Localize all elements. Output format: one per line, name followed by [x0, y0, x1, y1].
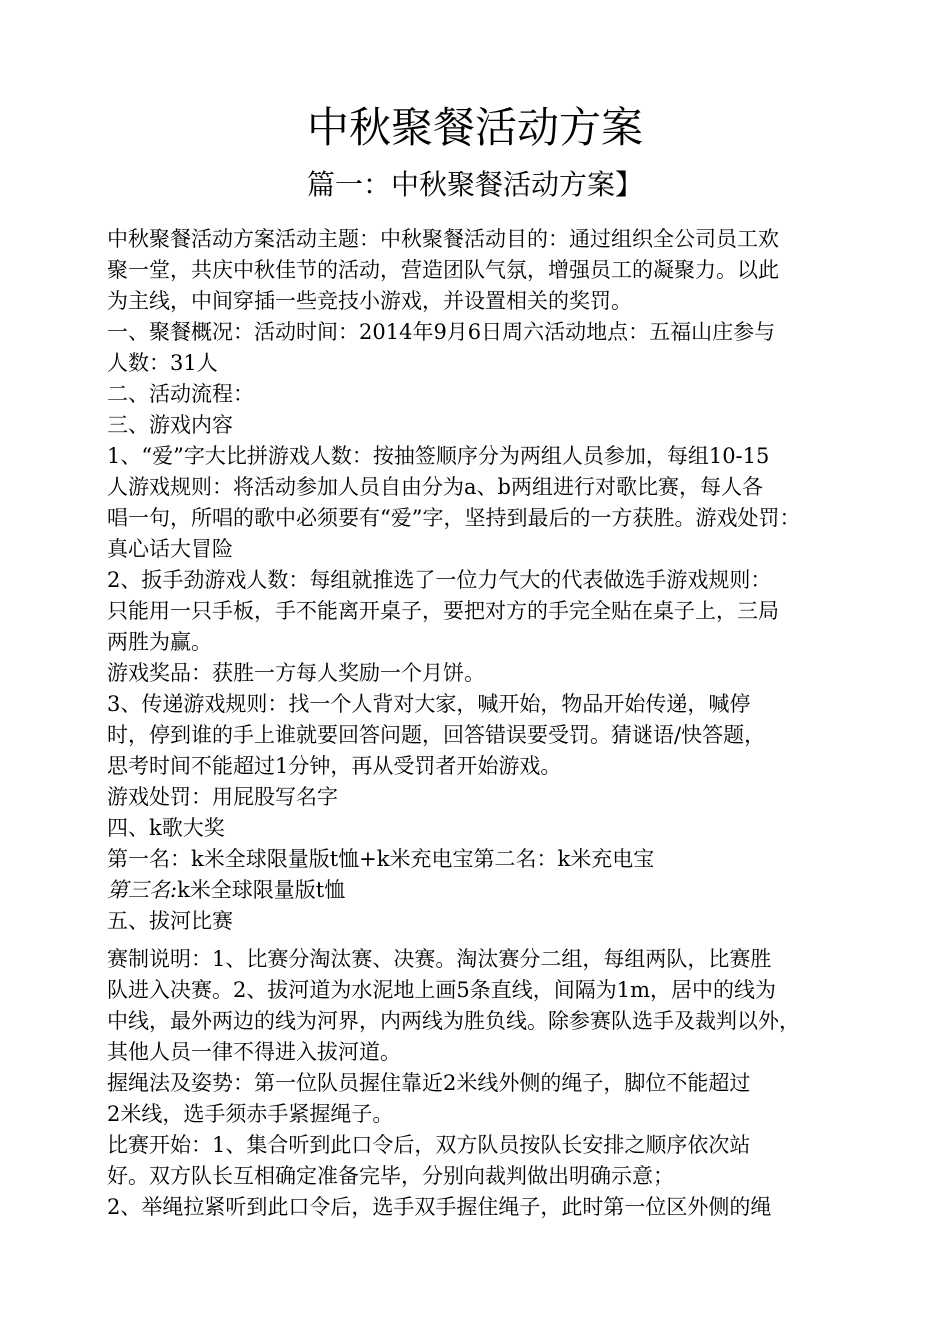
body-line: 二、活动流程：: [107, 382, 254, 406]
body-line: 中线，最外两边的线为河界，内两线为胜负线。除参赛队选手及裁判以外，: [107, 1009, 800, 1033]
body-line: 一、聚餐概况：活动时间：2014年9月6日周六活动地点：五福山庄参与: [107, 320, 776, 344]
body-line: 人游戏规则：将活动参加人员自由分为a、b两组进行对歌比赛，每人各: [107, 475, 763, 499]
third-prize-label: 第三名:: [107, 878, 178, 902]
body-line: 握绳法及姿势：第一位队员握住靠近2米线外侧的绳子，脚位不能超过: [107, 1071, 751, 1095]
body-line: 游戏处罚：用屁股写名字: [107, 785, 338, 809]
body-line: 赛制说明：1、比赛分淘汰赛、决赛。淘汰赛分二组，每组两队，比赛胜: [107, 947, 772, 971]
body-line: 时，停到谁的手上谁就要回答问题，回答错误要受罚。猜谜语/快答题，: [107, 723, 766, 747]
body-line: 为主线，中间穿插一些竞技小游戏，并设置相关的奖罚。: [107, 289, 632, 313]
third-prize-text: k米全球限量版t恤: [177, 878, 346, 902]
body-line: 中秋聚餐活动方案活动主题：中秋聚餐活动目的：通过组织全公司员工欢: [107, 227, 779, 251]
body-line: 队进入决赛。2、拔河道为水泥地上画5条直线，间隔为1m，居中的线为: [107, 978, 776, 1002]
body-line: 人数：31人: [107, 351, 218, 375]
body-line: 第一名：k米全球限量版t恤+k米充电宝第二名：k米充电宝: [107, 847, 655, 871]
body-line: 三、游戏内容: [107, 413, 233, 437]
body-line: 1、“爱”字大比拼游戏人数：按抽签顺序分为两组人员参加，每组10-15: [107, 444, 770, 468]
body-line: 3、传递游戏规则：找一个人背对大家，喊开始，物品开始传递，喊停: [107, 692, 751, 716]
body-line: 聚一堂，共庆中秋佳节的活动，营造团队气氛，增强员工的凝聚力。以此: [107, 258, 779, 282]
body-line: 五、拔河比赛: [107, 909, 233, 933]
body-line: 比赛开始：1、集合听到此口令后，双方队员按队长安排之顺序依次站: [107, 1133, 751, 1157]
body-line: 只能用一只手板，手不能离开桌子，要把对方的手完全贴在桌子上，三局: [107, 599, 779, 623]
body-line: 游戏奖品：获胜一方每人奖励一个月饼。: [107, 661, 485, 685]
body-line: 真心话大冒险: [107, 537, 233, 561]
document-title: 中秋聚餐活动方案: [306, 103, 643, 152]
body-line: 思考时间不能超过1分钟，再从受罚者开始游戏。: [107, 754, 562, 778]
body-line: 好。双方队长互相确定准备完毕，分别向裁判做出明确示意；: [107, 1164, 674, 1188]
body-line: 2米线，选手须赤手紧握绳子。: [107, 1102, 394, 1126]
document-subtitle: 篇一：中秋聚餐活动方案】: [306, 168, 643, 201]
body-line: 唱一句，所唱的歌中必须要有“爱”字，坚持到最后的一方获胜。游戏处罚：: [107, 506, 801, 530]
body-line: 2、举绳拉紧听到此口令后，选手双手握住绳子，此时第一位区外侧的绳: [107, 1195, 772, 1219]
body-line-third-prize: [107, 875, 907, 905]
body-line: 两胜为赢。: [107, 630, 212, 654]
body-line: 2、扳手劲游戏人数：每组就推选了一位力气大的代表做选手游戏规则：: [107, 568, 772, 592]
body-line: 四、k歌大奖: [107, 816, 225, 840]
body-line: 其他人员一律不得进入拔河道。: [107, 1040, 401, 1064]
